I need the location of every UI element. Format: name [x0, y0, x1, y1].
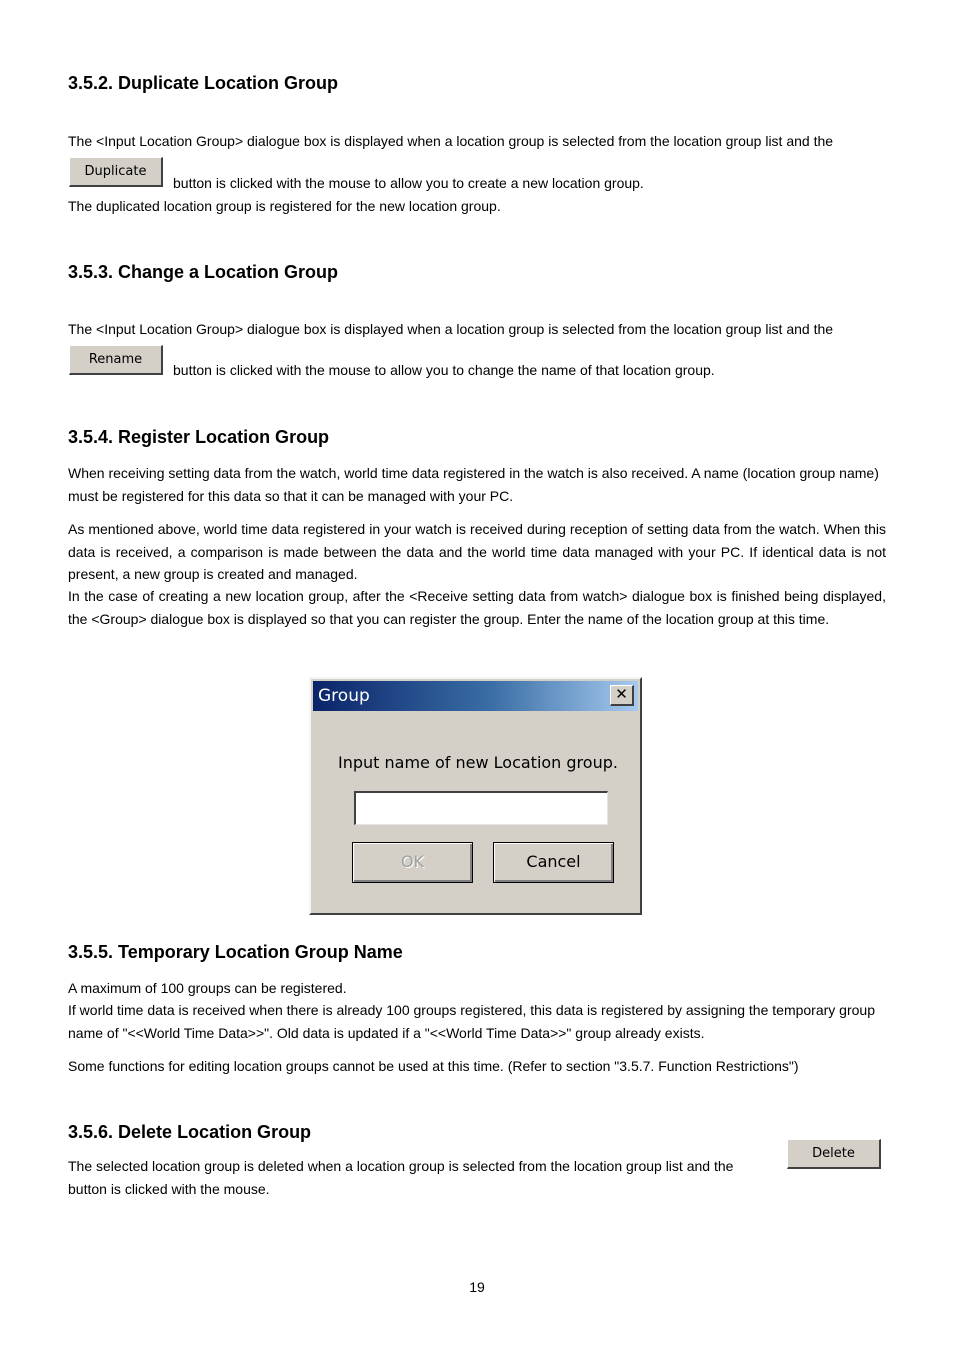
group-name-input[interactable]	[354, 791, 608, 825]
dialog-titlebar[interactable]	[313, 681, 638, 711]
close-icon[interactable]: ✕	[610, 685, 634, 706]
duplicate-button[interactable]: Duplicate	[69, 157, 163, 187]
ok-button[interactable]: OK	[352, 842, 473, 883]
delete-button[interactable]: Delete	[787, 1139, 881, 1169]
temporary-para3: Some functions for editing location groups cannot be used at this time. (Refer to section "3.5.7. Function Restrictions")	[68, 1058, 799, 1074]
delete-text-line2: button is clicked with the mouse.	[68, 1181, 270, 1197]
heading-temporary-location-group-name: 3.5.5. Temporary Location Group Name	[68, 942, 403, 962]
duplicate-text-line2: button is clicked with the mouse to allow you to create a new location group.	[173, 175, 644, 191]
register-para1: When receiving setting data from the watch, world time data registered in the watch is also received. A name (location group name) must be registered for this data so that it can be managed with your PC.	[68, 465, 879, 504]
register-para2: As mentioned above, world time data registered in your watch is received during reception of setting data from the watch. When this data is received, a comparison is made between the data and the world time data managed with your PC. If identical data is not present, a new group is created and managed.	[68, 521, 886, 582]
temporary-para2: If world time data is received when there is already 100 groups registered, this data is registered by assigning the temporary group name of "<<World Time Data>>". Old data is updated if a "<<World Time Data>>" group already exists.	[68, 1002, 875, 1041]
rename-text-line1: The <Input Location Group> dialogue box is displayed when a location group is selected from the location group list and the	[68, 321, 834, 337]
heading-change-location-group: 3.5.3. Change a Location Group	[68, 262, 339, 282]
rename-text-line2: button is clicked with the mouse to allow you to change the name of that location group.	[173, 362, 715, 378]
dialog-prompt: Input name of new Location group.	[338, 753, 618, 772]
heading-duplicate-location-group: 3.5.2. Duplicate Location Group	[68, 73, 339, 93]
duplicate-text-line1: The <Input Location Group> dialogue box is displayed when a location group is selected from the location group list and the	[68, 133, 834, 149]
register-para3: In the case of creating a new location group, after the <Receive setting data from watch> dialogue box is finished being displayed, the <Group> dialogue box is displayed so that you can register the group. Enter the name of the location group at this time.	[68, 588, 886, 627]
rename-button[interactable]: Rename	[69, 345, 163, 375]
dialog-title: Group	[318, 686, 370, 706]
heading-register-location-group: 3.5.4. Register Location Group	[68, 427, 330, 447]
temporary-para1: A maximum of 100 groups can be registered.	[68, 980, 347, 996]
group-dialog	[309, 677, 642, 915]
delete-text-line1: The selected location group is deleted when a location group is selected from the location group list and the	[68, 1158, 734, 1174]
cancel-button[interactable]: Cancel	[493, 842, 614, 883]
page-number: 19	[469, 1279, 485, 1295]
heading-delete-location-group: 3.5.6. Delete Location Group	[68, 1122, 312, 1142]
duplicate-text-para2: The duplicated location group is registered for the new location group.	[68, 198, 501, 214]
